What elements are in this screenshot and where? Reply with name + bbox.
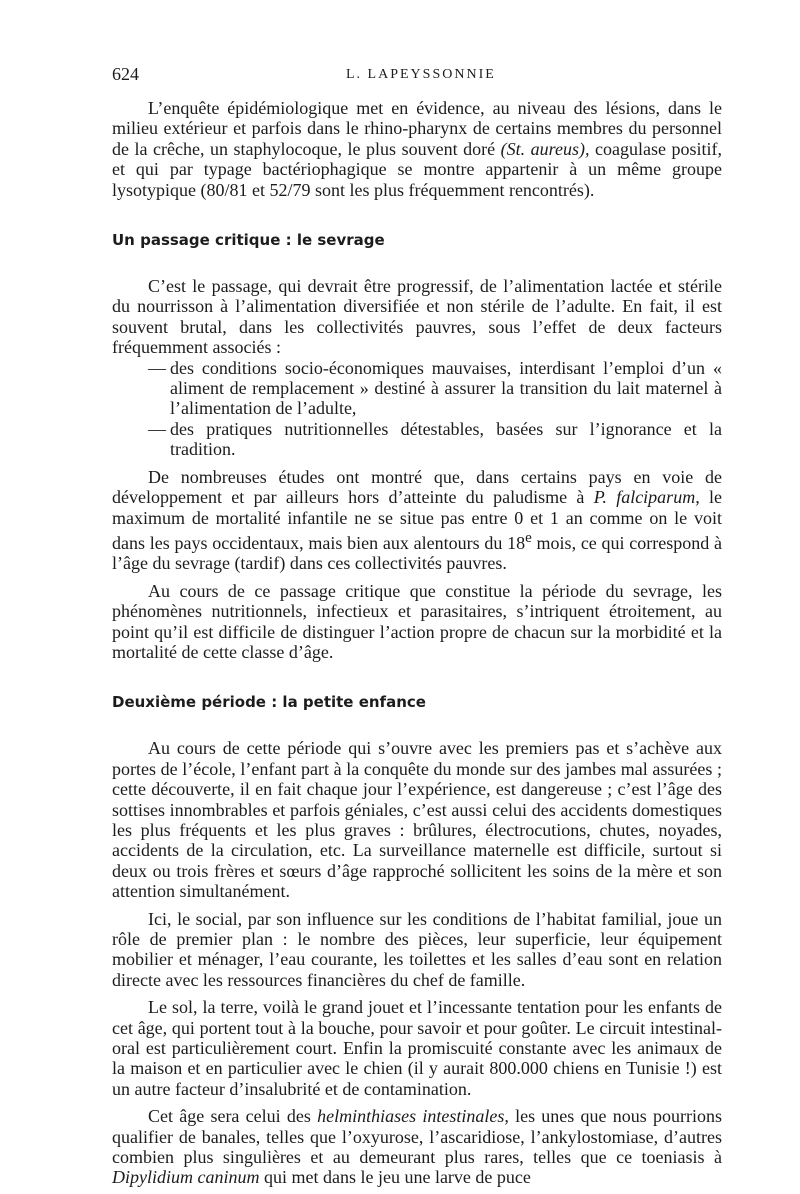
sevrage-paragraph-3: Au cours de ce passage critique que constitue la période du sevrage, les phénomènes nutritionnels, infectieux et parasitaires, s’intriquent étroitement, au point qu’il est difficile de distinguer l’action propre de chacun sur la morbidité et la mortalité de cette classe d’âge. xyxy=(112,580,722,662)
list-item xyxy=(112,419,722,460)
enfance-p4-italic-1: helminthiases intestinales, xyxy=(317,1106,509,1127)
enfance-p4-text-a: Cet âge sera celui des xyxy=(148,1106,318,1127)
section-heading-sevrage: Un passage critique : le sevrage xyxy=(112,231,385,250)
enfance-paragraph-2: Ici, le social, par son influence sur les conditions de l’habitat familial, joue un rôle de premier plan : le nombre des pièces, leur superficie, leur équipement mobilier et ménager, l’eau courante, les toilettes et les salles d’eau sont en relation directe avec les ressources financières du chef de famille. xyxy=(112,908,722,990)
sevrage-p2-italic: P. falciparum, xyxy=(593,487,700,508)
enfance-paragraph-3: Le sol, la terre, voilà le grand jouet et l’incessante tentation pour les enfants de cet âge, qui portent tout à la bouche, pour savoir et pour goûter. Le circuit intestinal-oral est particulièrement court. Enfin la promiscuité constante avec les animaux de la maison et en particulier avec le chien (il y aurait 800.000 chiens en Tunisie !) est un autre facteur d’insalubrité et de contamination. xyxy=(112,997,722,1099)
enfance-paragraph-1: Au cours de cette période qui s’ouvre avec les premiers pas et s’achève aux portes de l’école, l’enfant part à la conquête du monde sur des jambes mal assurées ; cette découverte, il en fait chaque jour l’expérience, est dangereuse ; c’est l’âge des sottises innombrables et parfois géniales, c’est aussi celui des accidents domestiques les plus fréquents et les plus graves : brûlures, électrocutions, chutes, noyades, accidents de la circulation, etc. La surveillance maternelle est difficile, surtout si deux ou trois frères et sœurs d’âge rapproché sollicitent les soins de la mère et son attention simultanément. xyxy=(112,738,722,902)
list-item-text: des conditions socio-économiques mauvaises, interdisant l’emploi d’un « aliment de remplacement » destiné à assurer la transition du lait maternel à l’alimentation de l’adulte, xyxy=(170,357,722,419)
sevrage-paragraph-2 xyxy=(112,467,722,574)
enfance-paragraph-4 xyxy=(112,1106,722,1188)
ordinal-superscript: e xyxy=(525,529,532,546)
list-dash: — xyxy=(148,418,166,439)
intro-paragraph xyxy=(112,98,722,200)
intro-text-a: L’enquête épidémiologique met en évidence, au niveau des lésions, dans le milieu extérieur et parfois dans le rhino-pharynx de certains membres du personnel de la crêche, un staphylocoque, le plus souvent doré xyxy=(112,98,722,159)
sevrage-p2-text-c: mois, ce qui correspond à l’âge du sevrage (tardif) dans ces collectivités pauvres. xyxy=(112,532,722,574)
running-head xyxy=(112,64,722,88)
running-head-author: L. LAPEYSSONNIE xyxy=(346,67,496,82)
list-dash: — xyxy=(148,357,166,378)
enfance-p4-italic-2: Dipylidium caninum xyxy=(112,1167,260,1188)
page-number: 624 xyxy=(112,64,139,84)
sevrage-paragraph-1: C’est le passage, qui devrait être progressif, de l’alimentation lactée et stérile du nourrisson à l’alimentation diversifiée et non stérile de l’adulte. En fait, il est souvent brutal, dans les collectivités pauvres, sous l’effet de deux facteurs fréquemment associés : xyxy=(112,276,722,358)
list-item-text: des pratiques nutritionnelles détestables, basées sur l’ignorance et la tradition. xyxy=(170,418,722,460)
section-heading-petite-enfance: Deuxième période : la petite enfance xyxy=(112,693,426,712)
sevrage-p2-text-a: De nombreuses études ont montré que, dans certains pays en voie de développement et par ailleurs hors d’atteinte du paludisme à xyxy=(112,466,722,508)
sevrage-factor-list xyxy=(112,358,722,460)
body-text xyxy=(112,98,722,1188)
sevrage-p2-text-b: le maximum de mortalité infantile ne se situe pas entre 0 et 1 an comme on le voit dans les pays occidentaux, mais bien aux alentours du 18 xyxy=(112,487,723,553)
intro-text-b: coagulase positif, et qui par typage bactériophagique se montre appartenir à un même groupe lysotypique (80/81 et 52/79 sont les plus fréquemment rencontrés). xyxy=(112,138,723,200)
intro-species-italic: (St. aureus), xyxy=(500,138,590,159)
enfance-p4-text-c: qui met dans le jeu une larve de puce xyxy=(259,1167,531,1188)
enfance-p4-text-b: les unes que nous pourrions qualifier de banales, telles que l’oxyurose, l’ascaridiose, l’ankylostomiase, d’autres combien plus singulières et au demeurant plus rares, telles que ce toeniasis à xyxy=(112,1106,723,1168)
list-item xyxy=(112,358,722,419)
